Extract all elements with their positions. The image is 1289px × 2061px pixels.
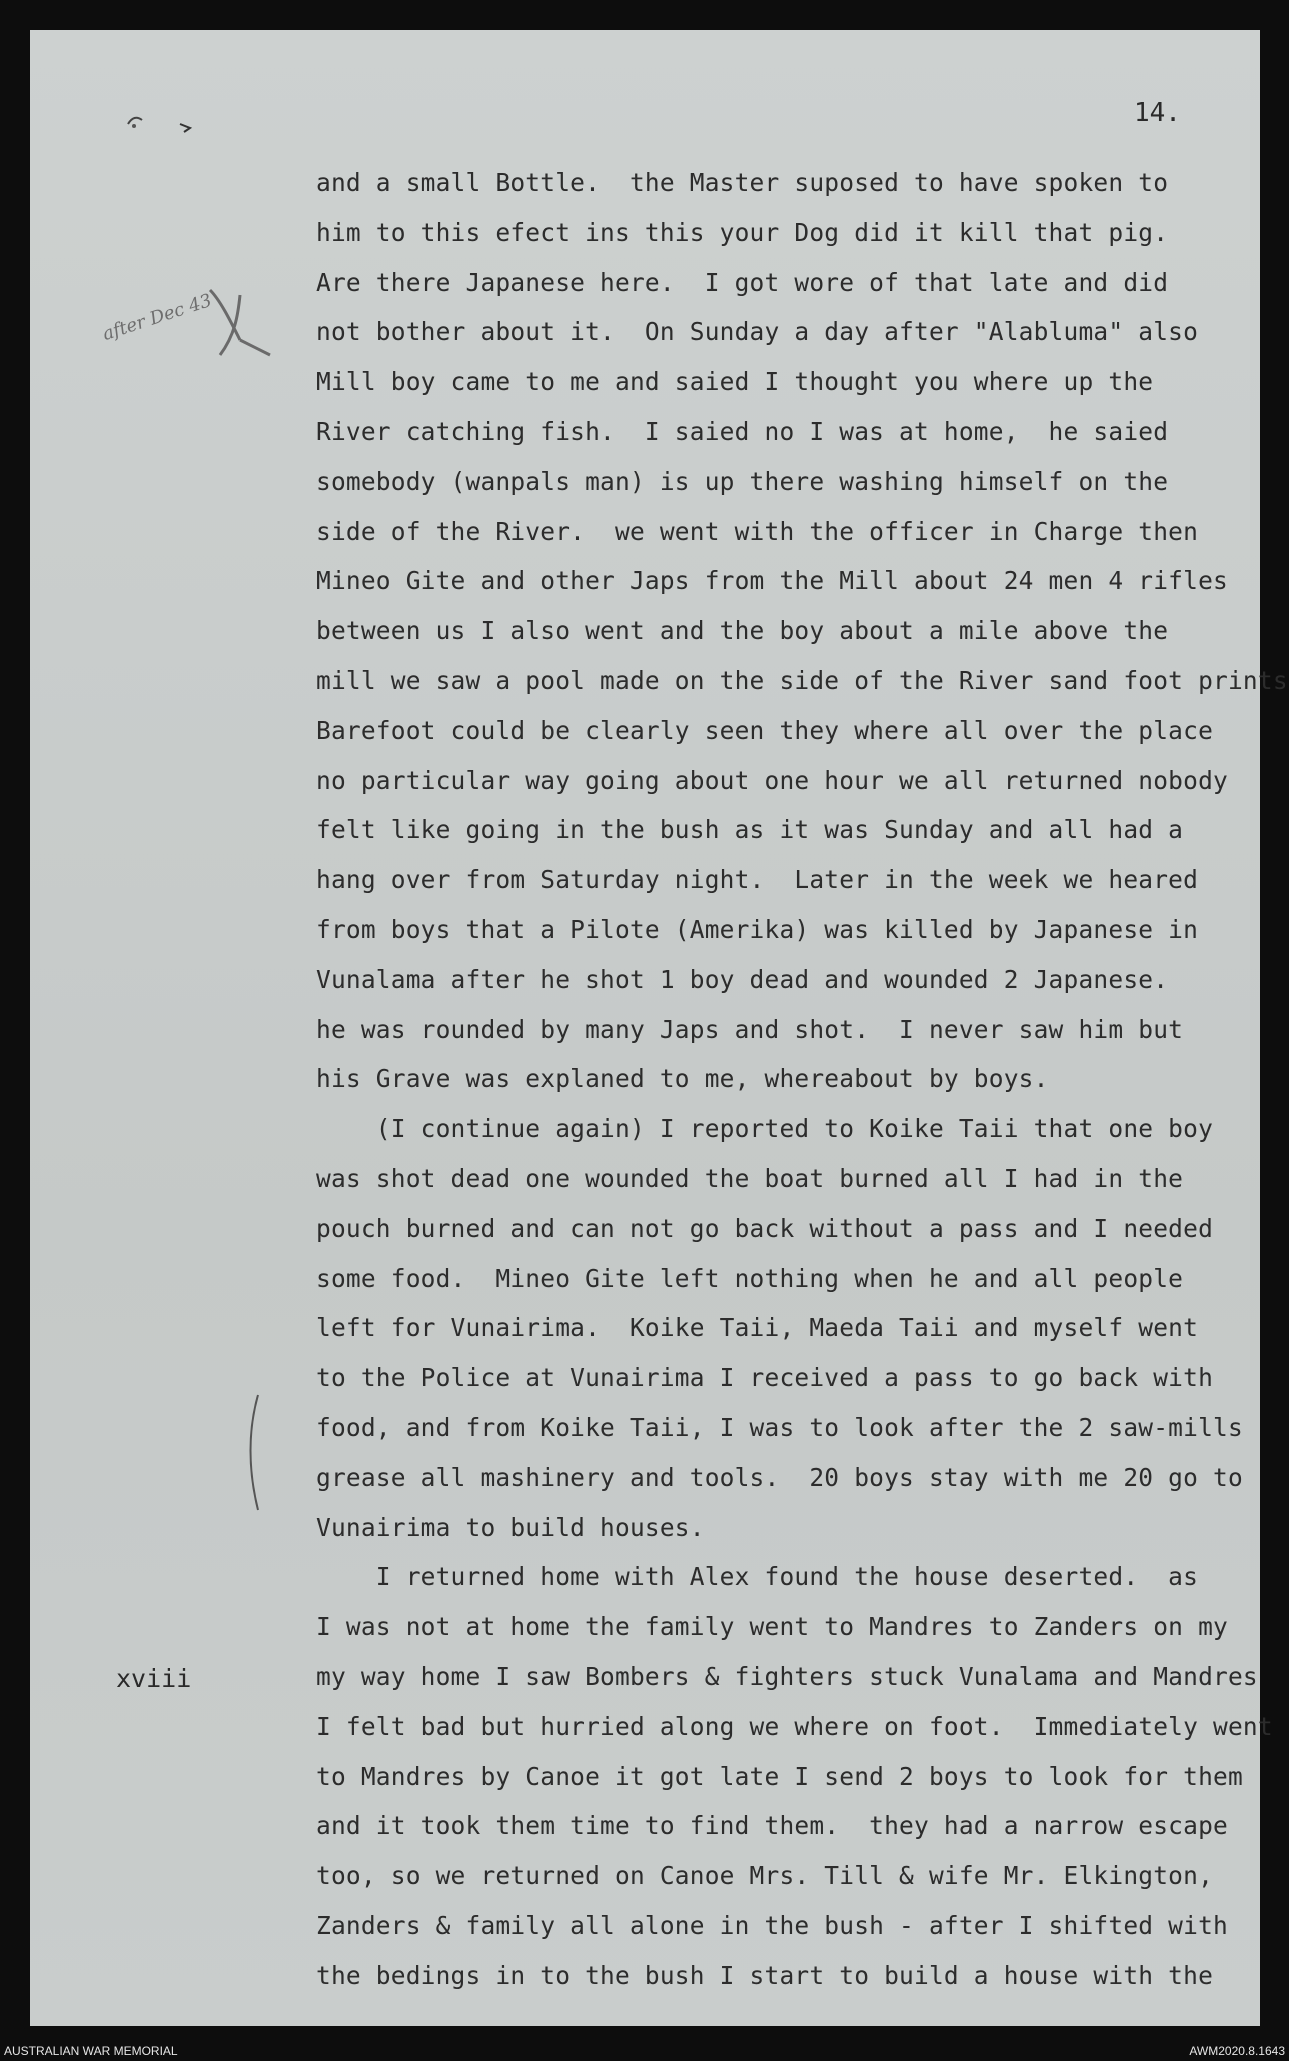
typewritten-body	[316, 158, 1289, 2000]
text-line: I felt bad but hurried along we where on foot. Immediately went	[316, 1711, 1273, 1741]
text-line: felt like going in the bush as it was Sunday and all had a	[316, 815, 1184, 845]
text-line: the bedings in to the bush I start to build a house with the	[316, 1960, 1214, 1990]
text-line: between us I also went and the boy about a mile above the	[316, 616, 1169, 646]
text-line: I was not at home the family went to Mandres to Zanders on my	[316, 1612, 1228, 1642]
text-line: Mineo Gite and other Japs from the Mill about 24 men 4 rifles	[316, 566, 1228, 596]
text-line: no particular way going about one hour we all returned nobody	[316, 765, 1228, 795]
margin-pencil-line	[240, 1390, 270, 1520]
text-line: his Grave was explaned to me, whereabout by boys.	[316, 1064, 1049, 1094]
text-line: to Mandres by Canoe it got late I send 2 boys to look for them	[316, 1761, 1243, 1791]
text-line: he was rounded by many Japs and shot. I never saw him but	[316, 1014, 1184, 1044]
handwritten-cross-mark	[200, 280, 280, 370]
text-line: Vunalama after he shot 1 boy dead and wounded 2 Japanese.	[316, 964, 1169, 994]
text-line: was shot dead one wounded the boat burned all I had in the	[316, 1163, 1184, 1193]
margin-reference: xviii	[116, 1664, 192, 1693]
text-line: and a small Bottle. the Master suposed to have spoken to	[316, 168, 1169, 197]
text-line: somebody (wanpals man) is up there washing himself on the	[316, 466, 1169, 496]
text-line: River catching fish. I saied no I was at home, he saied	[316, 416, 1169, 446]
page-number: 14.	[1134, 98, 1181, 128]
text-line: I returned home with Alex found the house deserted. as	[316, 1562, 1199, 1592]
footer-institution: AUSTRALIAN WAR MEMORIAL	[4, 2044, 178, 2058]
text-line: not bother about it. On Sunday a day after "Alabluma" also	[316, 317, 1199, 347]
text-line: Vunairima to build houses.	[316, 1512, 705, 1542]
text-line: left for Vunairima. Koike Taii, Maeda Taii and myself went	[316, 1313, 1199, 1343]
text-line: hang over from Saturday night. Later in the week we heared	[316, 865, 1199, 895]
footer-reference-code: AWM2020.8.1643	[1189, 2044, 1285, 2058]
text-line: Zanders & family all alone in the bush - after I shifted with	[316, 1910, 1228, 1940]
text-line: my way home I saw Bombers & fighters stuck Vunalama and Mandres	[316, 1661, 1258, 1691]
text-line: too, so we returned on Canoe Mrs. Till & wife Mr. Elkington,	[316, 1861, 1214, 1891]
text-line: mill we saw a pool made on the side of the River sand foot prints	[316, 665, 1288, 695]
text-line: Mill boy came to me and saied I thought you where up the	[316, 367, 1154, 397]
text-line: to the Police at Vunairima I received a pass to go back with	[316, 1363, 1214, 1393]
document-page	[30, 30, 1288, 2026]
text-line: Are there Japanese here. I got wore of that late and did	[316, 267, 1169, 297]
text-line: food, and from Koike Taii, I was to look after the 2 saw-mills	[316, 1412, 1243, 1442]
text-line: grease all mashinery and tools. 20 boys stay with me 20 go to	[316, 1462, 1243, 1492]
text-line: Barefoot could be clearly seen they where all over the place	[316, 715, 1214, 745]
punch-hole-marks	[120, 110, 210, 140]
text-line: and it took them time to find them. they had a narrow escape	[316, 1811, 1228, 1841]
text-line: pouch burned and can not go back without a pass and I needed	[316, 1213, 1214, 1243]
text-line: (I continue again) I reported to Koike Taii that one boy	[316, 1114, 1214, 1144]
handwritten-margin-note: after Dec 43	[100, 289, 215, 345]
text-line: some food. Mineo Gite left nothing when he and all people	[316, 1263, 1184, 1293]
text-line: him to this efect ins this your Dog did it kill that pig.	[316, 217, 1169, 247]
text-line: from boys that a Pilote (Amerika) was killed by Japanese in	[316, 914, 1199, 944]
text-line: side of the River. we went with the officer in Charge then	[316, 516, 1199, 546]
